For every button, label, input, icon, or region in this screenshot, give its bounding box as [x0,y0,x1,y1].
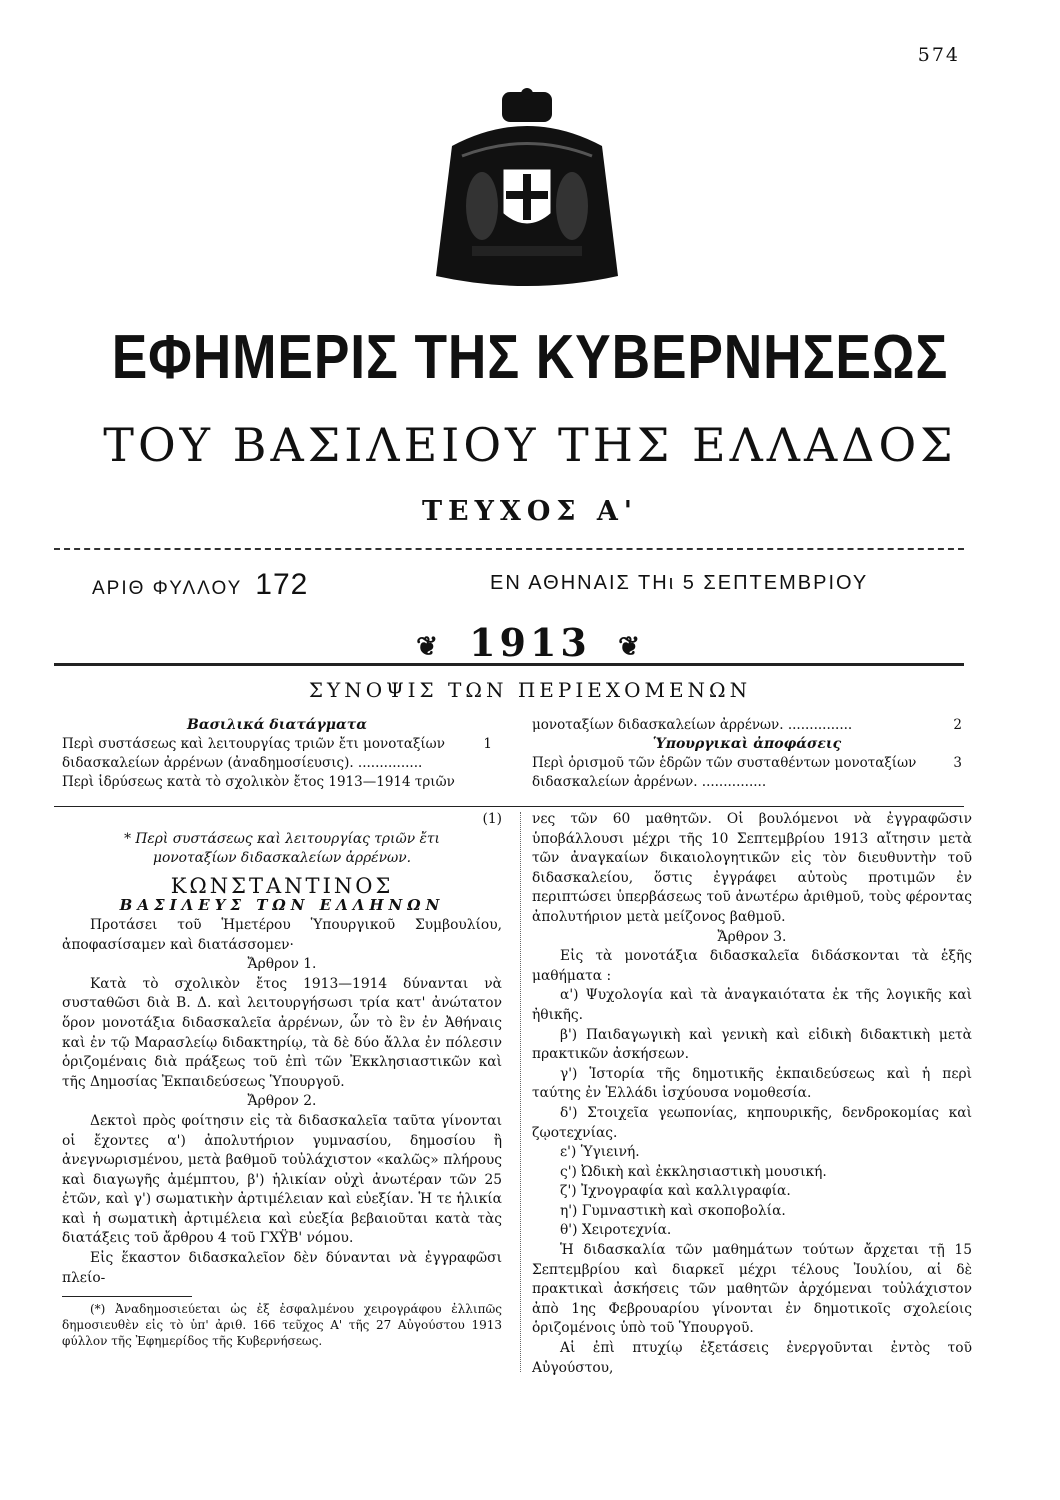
contents-item [532,716,962,735]
contents-right [532,716,962,792]
decree-title: * Περὶ συστάσεως καὶ λειτουργίας τριῶν ἔτι μονοταξίων διδασκαλείων ἀρρένων. [124,830,440,867]
subject-item: β') Παιδαγωγικὴ καὶ γενικὴ καὶ εἰδικὴ διδακτικὴ μετὰ πρακτικῶν ἀσκήσεων. [532,1026,972,1063]
sheet-label: ΑΡΙΘ ΦΥΛΛΟΥ [92,578,242,599]
article-3-heading: Ἄρθρον 3. [717,928,787,945]
page-number: 574 [917,44,960,66]
article-3-paragraph: Ἡ διδασκαλία τῶν μαθημάτων τούτων ἄρχεται τῇ 15 Σεπτεμβρίου καὶ διαρκεῖ μέχρι τέλους Ἰουλίου, αἱ δὲ πρακτικαὶ ἀσκήσεις τῶν μαθητῶν ἀρχόμεναι τοὐλάχιστον ἀπὸ 1ης Φεβρουαρίου γίνονται ἐν δημοτικοῖς σχολείοις ὁριζομένοις ὑπὸ τοῦ Ὑπουργοῦ. [532,1242,972,1337]
divider-contents [54,806,964,807]
issue-year: 1913 [469,620,591,665]
subject-item: γ') Ἱστορία τῆς δημοτικῆς ἐκπαιδεύσεως καὶ ἡ περὶ ταύτης ἐν Ἑλλάδι ἰσχύουσα νομοθεσία. [532,1065,972,1102]
masthead-title: ΕΦΗΜΕΡΙΣ ΤΗΣ ΚΥΒΕΡΝΗΣΕΩΣ [111,323,949,392]
contents-item-page: 1 [483,736,492,752]
subject-item: ε') Ὑγιεινή. [560,1144,640,1161]
article-3-intro: Εἰς τὰ μονοτάξια διδασκαλεῖα διδάσκονται τὰ ἑξῆς μαθήματα : [532,948,972,984]
contents-item-text: μονοταξίων διδασκαλείων ἀρρένων. ............... [532,717,853,733]
decree-preamble: Προτάσει τοῦ Ἡμετέρου Ὑπουργικοῦ Συμβουλίου, ἀποφασίσαμεν καὶ διατάσσομεν· [62,916,502,953]
footnote-rule [62,1296,192,1297]
contents-item [532,754,962,792]
subject-item: η') Γυμναστικὴ καὶ σκοποβολία. [560,1202,786,1219]
king-name: ΚΩΝΣΤΑΝΤΙΝΟΣ [170,873,394,898]
king-title: ΒΑΣΙΛΕΥΣ ΤΩΝ ΕΛΛΗΝΩΝ [119,896,445,915]
ornament-right-icon: ❦ [618,631,644,662]
contents-item [62,735,492,773]
contents-item-page [466,773,492,792]
subject-item: θ') Χειροτεχνία. [560,1222,672,1239]
subject-item: ς') Ὠδικὴ καὶ ἐκκλησιαστικὴ μουσική. [560,1163,827,1180]
article-3-last-line: Αἱ ἐπὶ πτυχίῳ ἐξετάσεις ἐνεργοῦνται ἐντὸς τοῦ Αὐγούστου, [532,1340,972,1376]
contents-category: Ὑπουργικαὶ ἀποφάσεις [652,736,842,752]
left-column [62,810,502,1349]
decree-note-number: (1) [482,811,502,827]
ornament-left-icon: ❦ [416,631,442,662]
sheet-number: 172 [255,568,309,601]
contents-category: Βασιλικά διατάγματα [187,717,367,733]
subject-item: δ') Στοιχεῖα γεωπονίας, κηπουρικῆς, δενδροκομίας καὶ ζῳοτεχνίας. [532,1104,972,1141]
column-divider [520,812,521,1372]
masthead-subtitle: ΤΟΥ ΒΑΣΙΛΕΙΟΥ ΤΗΣ ΕΛΛΑΔΟΣ [103,418,957,472]
subject-item: ζ') Ἰχνογραφία καὶ καλλιγραφία. [560,1183,791,1200]
contents-left [62,716,492,792]
footnote: (*) Ἀναδημοσιεύεται ὡς ἐξ ἐσφαλμένου χειρογράφου ἐλλιπῶς δημοσιευθὲν εἰς τὸ ὑπ' ἀριθ. 166 τεῦχος Α' τῆς 27 Αὐγούστου 1913 φύλλον τῆς Ἐφημερίδος τῆς Κυβερνήσεως. [62,1302,502,1349]
sheet-info [92,568,308,602]
article-2-end: νες τῶν 60 μαθητῶν. Οἱ βουλόμενοι νὰ ἐγγραφῶσιν ὑποβάλλουσι μέχρι τῆς 10 Σεπτεμβρίου 1913 αἴτησιν μετὰ τῶν ἀναγκαίων δικαιολογητικῶν εἰς τὸν διευθυντὴν τοῦ διδασκαλείου, ὅστις ἐγγράφει αὐτοὺς προτιμῶν ἐν περιπτώσει ὑπερβάσεως τοῦ ἀνωτέρω ἀριθμοῦ, τοὺς φέροντας ἀπολυτήριον μετὰ μείζονος βαθμοῦ. [532,811,972,925]
issue-series: ΤΕΥΧΟΣ Α' [421,496,639,527]
right-column [532,810,972,1378]
article-2-text: Δεκτοὶ πρὸς φοίτησιν εἰς τὰ διδασκαλεῖα ταῦτα γίνονται οἱ ἔχοντες α') ἀπολυτήριον γυμνασίου, δημοσίου ἢ ἀνεγνωρισμένου, μετὰ βαθμοῦ τοὐλάχιστον «καλῶς» πλήρους καὶ διαγωγῆς ἀμέμπτου, β') ἡλικίαν οὐχὶ ἀνωτέραν τῶν 25 ἐτῶν, καὶ γ') σωματικὴν ἀρτιμέλειαν καὶ εὐεξίαν. Ἡ τε ἡλικία καὶ ἡ σωματικὴ ἀρτιμέλεια καὶ εὐεξία βεβαιοῦται κατὰ τὰς διατάξεις τοῦ ἄρθρου 4 τοῦ ΓΧΫΒ' νόμου. [62,1112,502,1247]
divider-top [54,548,964,550]
contents-item-text: Περὶ συστάσεως καὶ λειτουργίας τριῶν ἔτι μονοταξίων διδασκαλείων ἀρρένων (ἀναδημοσίευσις). ............... [62,736,445,771]
divider-middle [54,663,964,666]
article-1-heading: Ἄρθρον 1. [247,956,317,973]
date-line: ΕΝ ΑΘΗΝΑΙΣ ΤΗι 5 ΣΕΠΤΕΜΒΡΙΟΥ [490,572,869,594]
contents-item-page: 3 [953,755,962,771]
subject-item: α') Ψυχολογία καὶ τὰ ἀναγκαιότατα ἐκ τῆς λογικῆς καὶ ἠθικῆς. [532,987,972,1023]
contents-heading: ΣΥΝΟΨΙΣ ΤΩΝ ΠΕΡΙΕΧΟΜΕΝΩΝ [308,678,752,702]
contents-item-text: Περὶ ἱδρύσεως κατὰ τὸ σχολικὸν ἔτος 1913—1914 τριῶν [62,774,455,790]
coat-of-arms-emblem [432,86,622,292]
contents-item [62,773,492,792]
article-2-continuation: Εἰς ἕκαστον διδασκαλεῖον δὲν δύνανται νὰ ἐγγραφῶσι πλείο- [62,1250,502,1286]
contents-item-text: Περὶ ὁρισμοῦ τῶν ἑδρῶν τῶν συσταθέντων μονοταξίων διδασκαλείων ἀρρένων. ............... [532,755,917,790]
article-1-text: Κατὰ τὸ σχολικὸν ἔτος 1913—1914 δύνανται νὰ συσταθῶσι διὰ Β. Δ. καὶ λειτουργήσωσι τρία κατ' ἀνώτατον ὅρον μονοτάξια διδασκαλεῖα ἀρρένων, ὧν τὸ ἓν ἐν Ἀθήναις καὶ ἐν τῷ Μαρασλείῳ διδακτηρίῳ, τὰ δὲ δύο ἄλλα ἐν πόλεσιν ὁριζομέναις διὰ πράξεως τοῦ ἐπὶ τῶν Ἐκκλησιαστικῶν καὶ τῆς Δημοσίας Ἐκπαιδεύσεως Ὑπουργοῦ. [62,975,502,1090]
contents-item-page: 2 [953,717,962,733]
article-2-heading: Ἄρθρον 2. [247,1093,317,1110]
issue-year-line [0,620,1060,665]
